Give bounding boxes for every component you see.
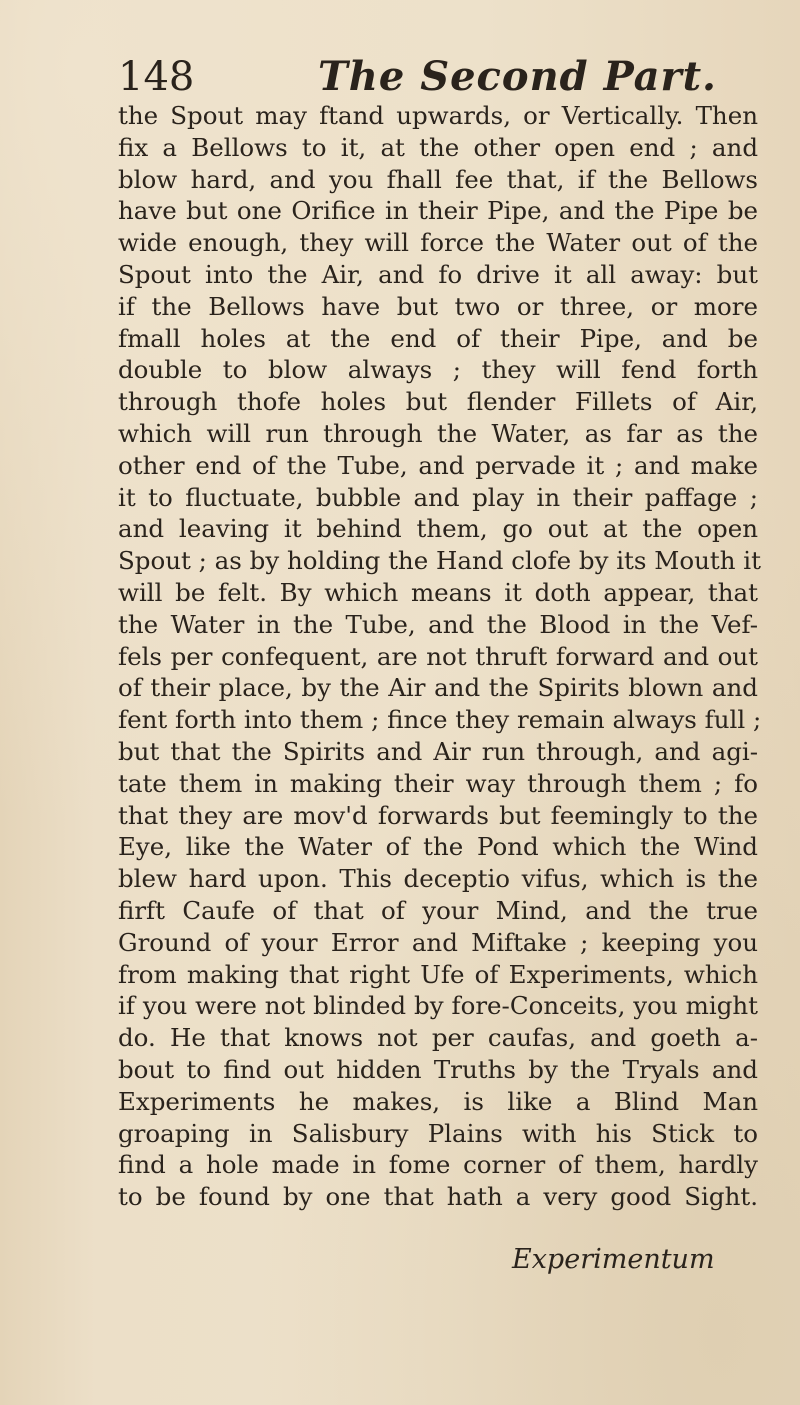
- text-line: fels per confequent, are not thruft forward and out: [118, 641, 758, 671]
- text-line: double to blow always ; they will fend forth: [118, 355, 758, 385]
- text-line: of their place, by the Air and the Spirits blown and: [118, 673, 758, 703]
- text-line: which will run through the Water, as far as the: [118, 418, 758, 448]
- text-line: tate them in making their way through them ; fo: [118, 768, 758, 798]
- body-text: [118, 100, 762, 1213]
- text-line: wide enough, they will force the Water out of the: [118, 228, 758, 258]
- text-line: bout to find out hidden Truths by the Tryals and: [118, 1054, 758, 1084]
- text-line: find a hole made in fome corner of them, hardly: [118, 1150, 758, 1180]
- text-line: have but one Orifice in their Pipe, and the Pipe be: [118, 196, 758, 226]
- text-line: from making that right Ufe of Experiments, which: [118, 959, 758, 989]
- text-line: fix a Bellows to it, at the other open end ; and: [118, 132, 758, 162]
- text-line: to be found by one that hath a very good Sight.: [118, 1182, 758, 1212]
- text-line: Spout ; as by holding the Hand clofe by its Mouth it: [118, 546, 761, 576]
- text-line: if you were not blinded by fore-Conceits, you might: [118, 991, 758, 1021]
- page-number: 148: [118, 54, 195, 100]
- text-line: Spout into the Air, and fo drive it all away: but: [118, 259, 758, 289]
- running-head: [118, 52, 758, 102]
- text-line: the Spout may ftand upwards, or Vertically. Then: [118, 101, 758, 130]
- text-line: do. He that knows not per caufas, and goeth a-: [118, 1023, 758, 1053]
- text-line: fent forth into them ; fince they remain always full ;: [118, 705, 762, 735]
- text-line: Experiments he makes, is like a Blind Man: [118, 1086, 758, 1116]
- text-line: fmall holes at the end of their Pipe, and be: [118, 323, 758, 353]
- text-line: that they are mov'd forwards but feemingly to the: [118, 800, 758, 830]
- text-line: other end of the Tube, and pervade it ; and make: [118, 450, 758, 480]
- text-line: blow hard, and you fhall fee that, if the Bellows: [118, 164, 758, 194]
- text-line: through thofe holes but flender Fillets of Air,: [118, 387, 758, 417]
- text-line: Eye, like the Water of the Pond which the Wind: [118, 832, 758, 862]
- running-title: The Second Part.: [318, 53, 717, 100]
- text-line: the Water in the Tube, and the Blood in the Vef-: [118, 609, 758, 639]
- text-line: if the Bellows have but two or three, or more: [118, 291, 758, 321]
- text-line: blew hard upon. This deceptio vifus, which is the: [118, 864, 758, 894]
- text-line: but that the Spirits and Air run through, and agi-: [118, 736, 758, 766]
- text-line: Ground of your Error and Miftake ; keeping you: [118, 927, 758, 957]
- catchword: Experimentum: [512, 1244, 715, 1275]
- text-line: it to fluctuate, bubble and play in their paffage ;: [118, 482, 758, 512]
- text-line: and leaving it behind them, go out at the open: [118, 514, 758, 544]
- text-line: firft Caufe of that of your Mind, and the true: [118, 895, 758, 925]
- text-line: groaping in Salisbury Plains with his Stick to: [118, 1118, 758, 1148]
- text-line: will be felt. By which means it doth appear, that: [118, 577, 758, 607]
